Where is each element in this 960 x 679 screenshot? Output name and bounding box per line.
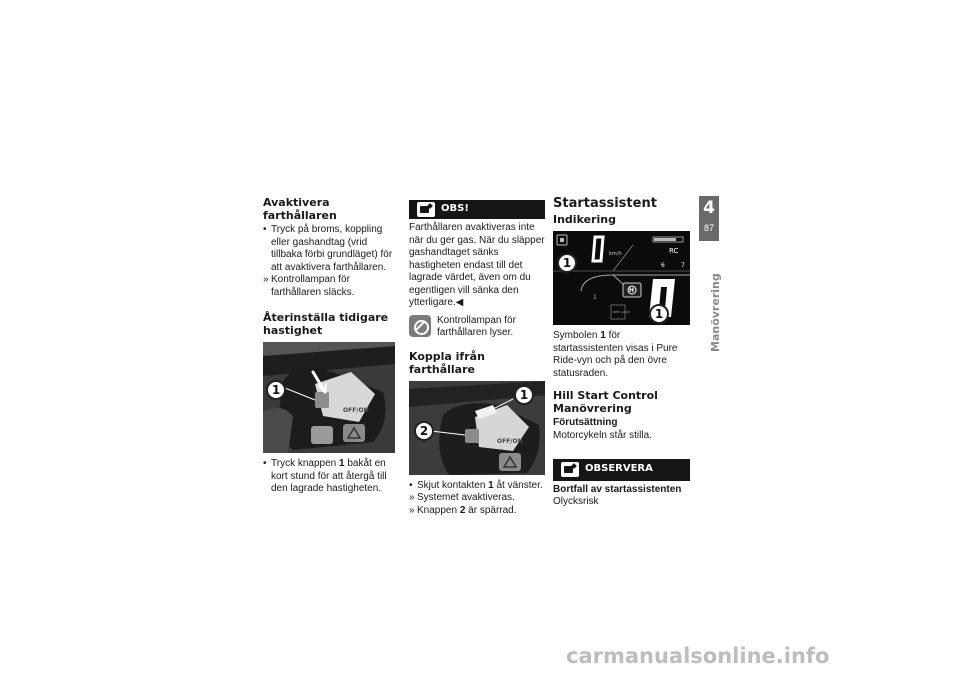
column-left <box>263 196 395 496</box>
list-item: • Tryck på broms, koppling eller gashandtag (vrid tillbaka förbi grundläget) för att avaktivera farthållaren. <box>263 224 393 273</box>
heading-prerequisite: Förutsättning <box>553 417 618 428</box>
photo-tft-display <box>553 231 690 325</box>
callout-1: 1 <box>649 304 669 324</box>
note-icon <box>417 202 435 217</box>
column-right <box>553 196 690 508</box>
callout-1: 1 <box>266 380 286 400</box>
heading-hill-start-control: Hill Start Control Manövrering <box>553 389 658 415</box>
notice-text: Farthållaren avaktiveras inte när du ger gas. När du släpper gashandtaget sänks hastigheten endast till det lagrade värdet, även om du egentligen vill sänka den ytterligare.◀ <box>409 222 545 308</box>
switch-label: OFF/ON <box>497 437 523 445</box>
tft-hill-start-icon: H <box>629 287 635 294</box>
tft-mode: RC <box>669 247 679 255</box>
prerequisite-text: Motorcykeln står stilla. <box>553 430 652 441</box>
photo-handlebar-switch <box>263 342 395 453</box>
notice-bar-obs: OBS! <box>409 200 545 219</box>
callout-2: 2 <box>414 421 434 441</box>
list-item: » Systemet avaktiveras. <box>409 492 515 503</box>
chapter-title: Manövrering <box>709 273 722 352</box>
list-item: » Kontrollampan för farthållaren släcks. <box>263 274 355 298</box>
handlebar-switch-illustration <box>263 342 395 453</box>
list-item: • Tryck knappen 1 bakåt en kort stund för att återgå till den lagrade hastigheten. <box>263 458 387 494</box>
list-item: » Knappen 2 är spärrad. <box>409 504 517 516</box>
watermark: carmanualsonline.info <box>566 644 830 668</box>
chapter-title-vertical <box>691 248 725 358</box>
heading-start-assist: Startassistent <box>553 196 657 211</box>
chapter-tab <box>699 196 719 241</box>
callout-1: 1 <box>514 385 534 405</box>
list-item: • Skjut kontakten 1 åt vänster. <box>409 479 543 491</box>
tft-display-illustration <box>553 231 690 325</box>
heading-disengage-cruise: Koppla ifrån farthållare <box>409 349 485 376</box>
notice-bar-observera: OBSERVERA <box>553 459 690 481</box>
photo-cruise-switch <box>409 381 545 475</box>
tft-small-number: 1 <box>593 294 597 301</box>
warning-note-icon <box>561 462 579 477</box>
disengage-steps <box>409 480 545 518</box>
heading-deactivate-cruise: Avaktivera farthållaren <box>263 196 337 222</box>
cruise-control-lamp-icon <box>409 315 431 337</box>
heading-indication: Indikering <box>553 213 616 226</box>
chapter-number: 4 <box>703 198 715 218</box>
column-middle <box>409 196 545 517</box>
deactivate-list <box>263 224 395 299</box>
heading-restore-speed: Återinställa tidigare hastighet <box>263 311 389 337</box>
tft-speed-unit: km/h <box>609 251 622 257</box>
heading-start-assist-failure: Bortfall av startassistenten <box>553 483 682 495</box>
switch-label: OFF/ON <box>343 407 369 414</box>
callout-1: 1 <box>557 253 577 273</box>
tft-gear-mark-7: 7 <box>681 262 685 269</box>
indicator-lamp-row: Kontrollampan för farthållaren lyser. <box>409 315 545 340</box>
page-number: 87 <box>703 223 714 233</box>
indication-text: Symbolen 1 för startassistenten visas i Pure Ride-vyn och på den övre statusraden. <box>553 330 678 379</box>
tft-gear-mark-6: 6 <box>661 262 665 269</box>
risk-text: Olycksrisk <box>553 495 599 507</box>
tft-rpm-label: RPM x1000 <box>613 310 630 314</box>
